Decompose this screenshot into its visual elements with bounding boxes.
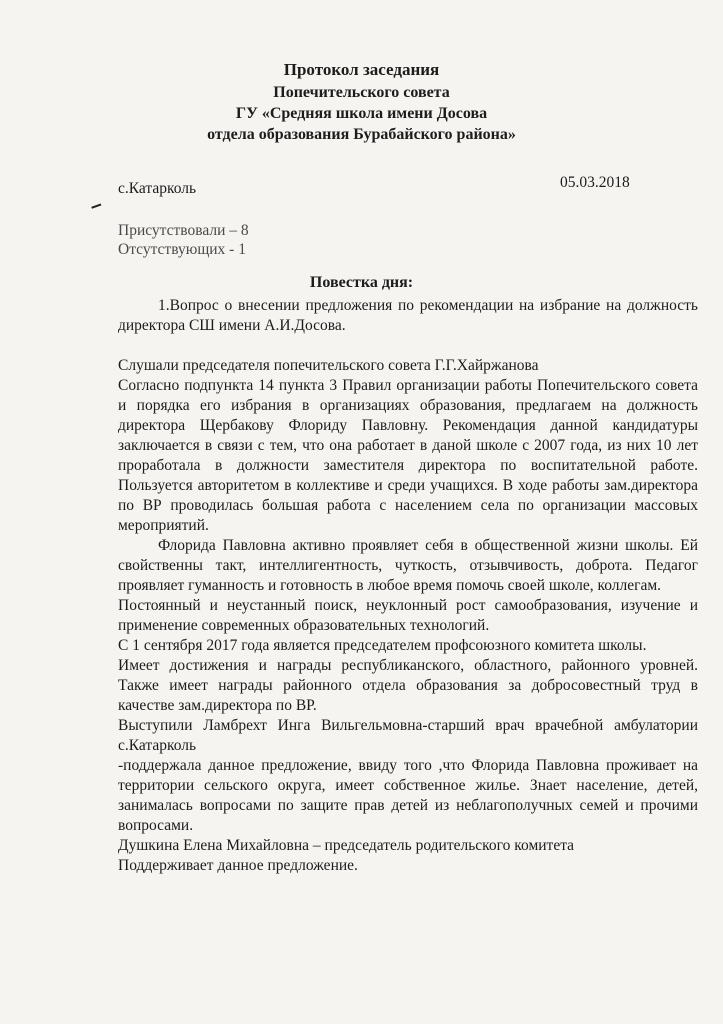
absent-count: Отсутствующих - 1 [118,241,246,258]
document-body [118,356,698,876]
paragraph: Флорида Павловна активно проявляет себя в общественной жизни школы. Ей свойственны такт, интеллигентность, чуткость, отзывчивость, доброта. Педагог проявляет гуманность и готовность в любое время помочь своей школе, коллегам. [118,537,698,594]
paragraph: Постоянный и неустанный поиск, неуклонный рост самообразования, изучение и применение современных образовательных технологий. [118,597,698,634]
paragraph: Поддерживает данное предложение. [118,857,358,874]
pen-mark [91,203,102,212]
agenda-item-1: 1.Вопрос о внесении предложения по рекомендации на избрание на должность директора СШ имени А.И.Досова. [118,297,698,334]
paragraph: Слушали председателя попечительского совета Г.Г.Хайржанова [118,357,539,374]
agenda-item [118,296,698,336]
department-name: отдела образования Бурабайского района» [207,126,516,143]
paragraph: Выступили Ламбрехт Инга Вильгельмовна-старший врач врачебной амбулатории с.Катарколь [118,717,698,754]
paragraph: С 1 сентября 2017 года является председателем профсоюзного комитета школы. [118,637,647,654]
council-name: Попечительского совета [273,84,450,101]
document-title: Протокол заседания [283,60,440,79]
paragraph: -поддержала данное предложение, ввиду того ,что Флорида Павловна проживает на территории сельского округа, имеет собственное жилье. Знает население, детей, занималась вопросами по защите прав детей из неблагополучных семей и прочими вопросами. [118,757,698,834]
place: с.Катарколь [118,180,197,197]
school-name: ГУ «Средняя школа имени Досова [235,105,488,122]
paragraph: Душкина Елена Михайловна – председатель родительского комитета [118,837,575,854]
date: 05.03.2018 [560,174,630,191]
document-header [0,58,723,145]
agenda-title: Повестка дня: [309,274,414,291]
paragraph: Имеет достижения и награды республиканского, областного, районного уровней. Также имеет награды районного отдела образования за добросовестный труд в качестве зам.директора по ВР. [118,657,698,714]
present-count: Присутствовали – 8 [118,222,249,239]
paragraph: Согласно подпункта 14 пункта 3 Правил организации работы Попечительского совета и порядка его избрания в организациях образования, предлагаем на должность директора Щербакову Флориду Павловну. Рекомендация данной кандидатуры заключается в связи с тем, что она работает в даной школе с 2007 года, из них 10 лет проработала в должности заместителя директора по воспитательной работе. Пользуется авторитетом в коллективе и среди учащихся. В ходе работы зам.директора по ВР проводилась большая работа с населением села по организации массовых мероприятий. [118,377,698,534]
